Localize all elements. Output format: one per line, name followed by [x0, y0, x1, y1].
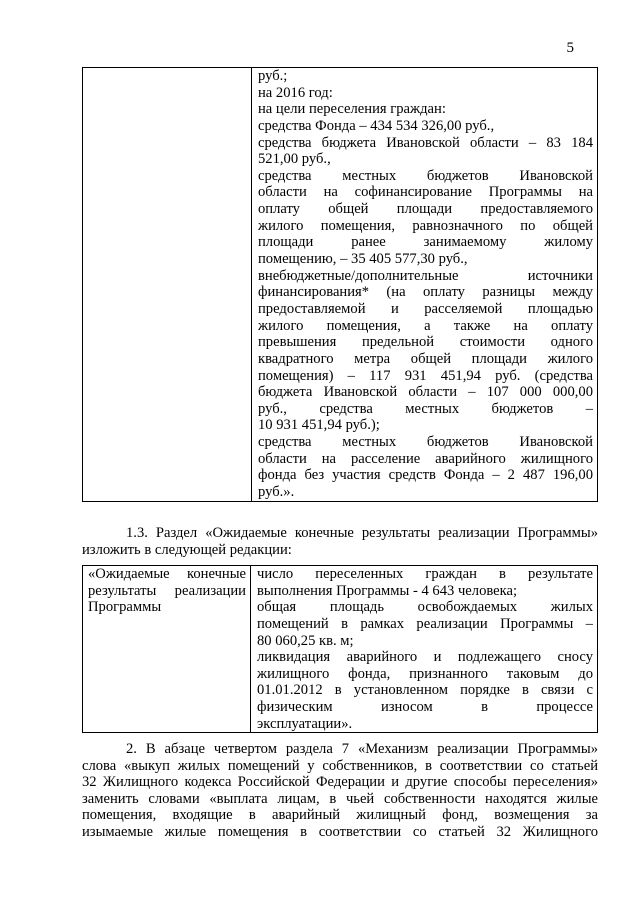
text-line: помещений в рамках реализации Программы –: [257, 615, 593, 632]
paragraph-1-3: [82, 525, 598, 558]
text-line: финансирования* (на оплату разницы между: [258, 284, 593, 301]
text-line: фонда без участия средств Фонда – 2 487 196,00: [258, 467, 593, 484]
text-line: руб., средства местных бюджетов –: [258, 400, 593, 417]
text-line: оплату общей площади предоставляемого: [258, 201, 593, 218]
text-line: помещению, – 35 405 577,30 руб.,: [258, 251, 468, 268]
table-cell-empty: [83, 68, 252, 502]
text-line: жилого помещения, а также на оплату: [258, 317, 593, 334]
text-line: 2. В абзаце четвертом раздела 7 «Механизм реализации Программы»: [126, 741, 598, 757]
text-line: заменить словами «выплата лицам, в чьей собственности находятся жилые: [82, 790, 598, 807]
results-text-cell: [251, 566, 598, 733]
results-heading-cell: [83, 566, 251, 733]
text-line: жилищного фонда, признанного таковым до: [257, 665, 593, 682]
table-row: [83, 68, 598, 502]
text-line: Программы: [88, 599, 162, 616]
text-line: физическим износом в процессе: [257, 699, 593, 716]
text-line: 32 Жилищного кодекса Российской Федерации и другие способы переселения»: [82, 774, 598, 791]
text-line: области на софинансирование Программы на: [258, 184, 593, 201]
text-line: средства Фонда – 434 534 326,00 руб.,: [258, 117, 495, 134]
text-line: результаты реализации: [88, 582, 246, 599]
funding-table-continuation: [82, 67, 598, 502]
text-line: средства местных бюджетов Ивановской: [258, 167, 593, 184]
text-line: средства местных бюджетов Ивановской: [258, 434, 593, 451]
text-line: на 2016 год:: [258, 84, 333, 101]
text-line: предоставляемой и расселяемой площадью: [258, 300, 593, 317]
text-line: изложить в следующей редакции:: [82, 541, 292, 558]
text-line: на цели переселения граждан:: [258, 101, 446, 118]
text-line: общая площадь освобождаемых жилых: [257, 599, 593, 616]
text-line: слова «выкуп жилых помещений у собственников, в соответствии со статьей: [82, 757, 598, 774]
funding-text-cell: [252, 68, 598, 502]
text-line: 10 931 451,94 руб.);: [258, 417, 380, 434]
text-line: ликвидация аварийного и подлежащего сносу: [257, 649, 593, 666]
text-line: жилого помещения, равнозначного по общей: [258, 217, 593, 234]
page-number: 5: [566, 40, 574, 56]
text-line: руб.».: [258, 484, 295, 501]
paragraph-2: [82, 741, 598, 840]
text-line: эксплуатации».: [257, 715, 353, 732]
text-line: внебюджетные/дополнительные источники: [258, 267, 593, 284]
text-line: площади ранее занимаемому жилому: [258, 234, 593, 251]
text-line: 01.01.2012 в установленном порядке в связи с: [257, 682, 593, 699]
text-line: квадратного метра общей площади жилого: [258, 350, 593, 367]
text-line: превышения предельной стоимости одного: [258, 334, 593, 351]
text-line: помещения) – 117 931 451,94 руб. (средства: [258, 367, 593, 384]
text-line: «Ожидаемые конечные: [88, 566, 246, 582]
text-line: средства бюджета Ивановской области – 83 184: [258, 134, 593, 151]
text-line: изымаемые жилые помещения в соответствии со статьей 32 Жилищного: [82, 823, 598, 840]
text-line: 1.3. Раздел «Ожидаемые конечные результаты реализации Программы»: [126, 525, 598, 541]
text-line: бюджета Ивановской области – 107 000 000,00: [258, 384, 593, 401]
text-line: 80 060,25 кв. м;: [257, 632, 354, 649]
text-line: число переселенных граждан в результате: [257, 566, 593, 582]
text-line: помещения, входящие в аварийный жилищный фонд, возмещения за: [82, 807, 598, 824]
text-line: выполнения Программы - 4 643 человека;: [257, 582, 518, 599]
table-row: [83, 566, 598, 733]
text-line: области на расселение аварийного жилищного: [258, 450, 593, 467]
expected-results-table: [82, 565, 598, 733]
text-line: 521,00 руб.,: [258, 151, 331, 168]
text-line: руб.;: [258, 68, 288, 84]
